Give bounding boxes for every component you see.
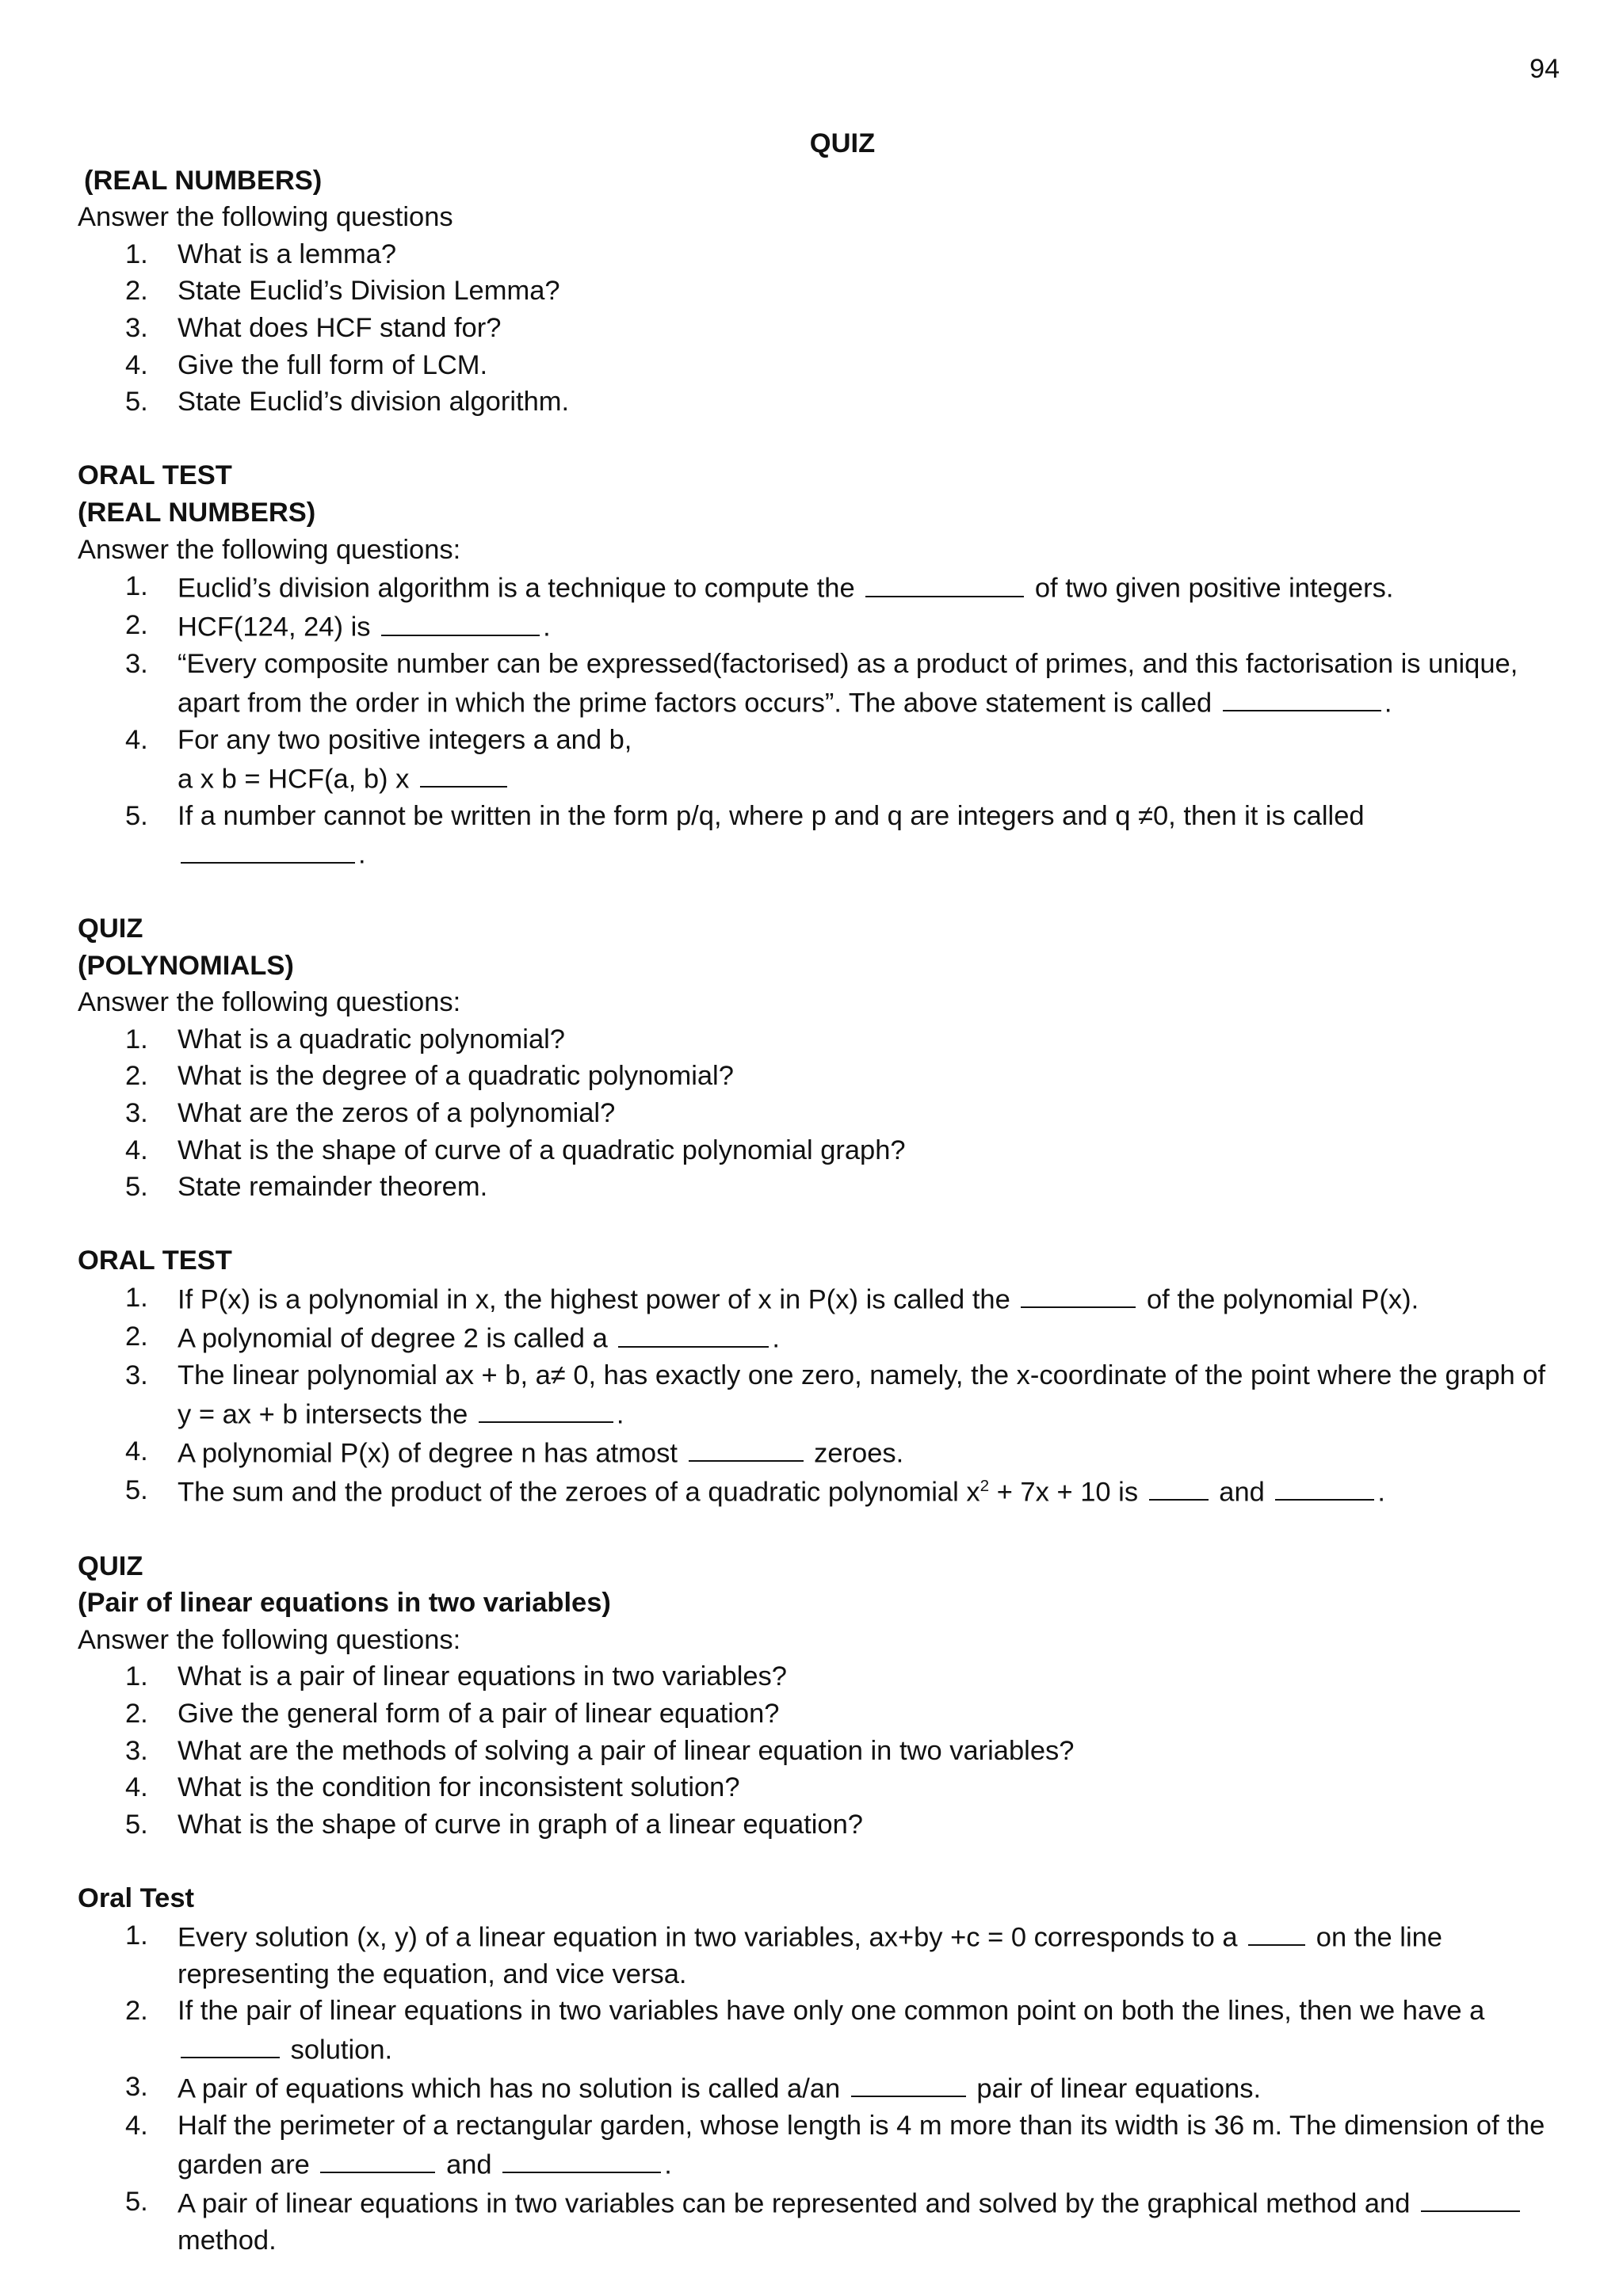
- question-item: 4. Give the full form of LCM.: [125, 349, 488, 380]
- answer-blank: [865, 568, 1024, 597]
- question-item: 1. Every solution (x, y) of a linear equation in two variables, ax+by +c = 0 corresponds to a on the line representing the equation, and vice versa.: [78, 1917, 1560, 1993]
- answer-blank: [618, 1318, 769, 1348]
- question-item: 2. What is the degree of a quadratic polynomial?: [125, 1061, 734, 1092]
- question-item: 4. Half the perimeter of a rectangular garden, whose length is 4 m more than its width is 36 m. The dimension of the garden are and .: [125, 2110, 1545, 2180]
- question-item: 3. What are the methods of solving a pair of linear equation in two variables?: [125, 1735, 1075, 1766]
- question-item: 3. What are the zeros of a polynomial?: [125, 1097, 616, 1128]
- section-subheading: (Pair of linear equations in two variables): [78, 1588, 611, 1619]
- question-item: 5. A pair of linear equations in two variables can be represented and solved by the graphical method and method.: [78, 2183, 1560, 2260]
- question-item: 1. What is a pair of linear equations in two variables?: [125, 1661, 787, 1692]
- section-instructions: Answer the following questions:: [78, 987, 461, 1018]
- question-item: 2. HCF(124, 24) is .: [78, 607, 1560, 646]
- question-item: 1. What is a lemma?: [125, 238, 397, 269]
- section-heading: (REAL NUMBERS): [84, 165, 323, 196]
- answer-blank: [1275, 1472, 1374, 1501]
- answer-blank: [1248, 1917, 1305, 1947]
- section-heading: QUIZ: [78, 1550, 143, 1581]
- question-item: 5. The sum and the product of the zeroes of a quadratic polynomial $x^2 + 7x + 10$ is and .: [78, 1472, 1560, 1511]
- answer-blank: [689, 1433, 804, 1463]
- answer-blank: [1421, 2183, 1520, 2213]
- answer-blank: [181, 834, 355, 864]
- question-list: [78, 1917, 1560, 2260]
- quiz-polynomials: [78, 910, 1560, 1206]
- question-item: 3. A pair of equations which has no solution is called a/an pair of linear equations.: [78, 2069, 1560, 2107]
- section-instructions: Answer the following questions:: [78, 534, 461, 565]
- question-item: 5. What is the shape of curve in graph of a linear equation?: [125, 1809, 863, 1840]
- quiz-real-numbers: [78, 162, 1560, 421]
- question-list: [78, 1280, 1560, 1511]
- question-item: 5. If a number cannot be written in the form p/q, where p and q are integers and q ≠0, then it is called .: [125, 800, 1365, 870]
- answer-blank: [502, 2145, 661, 2174]
- section-heading: Oral Test: [78, 1882, 194, 1913]
- question-item: 3. What does HCF stand for?: [125, 312, 502, 343]
- question-item: 4. For any two positive integers a and b, a x b = HCF(a, b) x: [125, 725, 632, 795]
- question-list: [78, 1658, 1560, 1843]
- superscript: 2: [980, 1476, 990, 1495]
- question-item: 1. Euclid’s division algorithm is a technique to compute the of two given positive integers.: [78, 568, 1560, 607]
- question-item: 5. State Euclid’s division algorithm.: [125, 387, 570, 418]
- page-title: QUIZ: [809, 128, 876, 158]
- question-list: [78, 236, 1560, 421]
- question-item: 2. State Euclid’s Division Lemma?: [125, 276, 560, 307]
- answer-blank: [479, 1394, 613, 1424]
- oral-test-real-numbers: [78, 457, 1560, 873]
- question-item: 3. The linear polynomial ax + b, a≠ 0, has exactly one zero, namely, the x-coordinate of the point where the graph of y = ax + b intersects the .: [125, 1360, 1546, 1430]
- question-list: [78, 568, 1560, 873]
- section-subheading: (REAL NUMBERS): [78, 497, 316, 528]
- oral-test-linear-equations: [78, 1880, 1560, 2259]
- answer-blank: [181, 2030, 280, 2059]
- question-item: 5. State remainder theorem.: [125, 1172, 488, 1203]
- page-number: 94: [1529, 54, 1560, 84]
- section-heading: ORAL TEST: [78, 1245, 232, 1276]
- question-item: 4. What is the condition for inconsistent solution?: [125, 1772, 740, 1803]
- answer-blank: [420, 759, 507, 788]
- section-heading: QUIZ: [78, 913, 143, 944]
- question-item: 1. What is a quadratic polynomial?: [125, 1024, 565, 1055]
- answer-blank: [1021, 1280, 1136, 1309]
- answer-blank: [320, 2145, 435, 2174]
- answer-blank: [851, 2069, 966, 2098]
- oral-test-polynomials: [78, 1242, 1560, 1511]
- question-item: 1. If P(x) is a polynomial in x, the highest power of x in P(x) is called the of the polynomial P(x).: [78, 1280, 1560, 1318]
- section-instructions: Answer the following questions:: [78, 1624, 461, 1655]
- question-item: 2. A polynomial of degree 2 is called a .: [78, 1318, 1560, 1357]
- not-equal-symbol: ≠: [1138, 800, 1153, 831]
- question-item: 2. If the pair of linear equations in two variables have only one common point on both the lines, then we have a solution.: [125, 1996, 1485, 2065]
- section-heading: ORAL TEST: [78, 460, 232, 491]
- quiz-linear-equations: [78, 1548, 1560, 1844]
- document-body: [78, 125, 1560, 2296]
- answer-blank: [1223, 683, 1381, 712]
- section-instructions: Answer the following questions: [78, 202, 453, 233]
- question-item: 3. “Every composite number can be expressed(factorised) as a product of primes, and this factorisation is unique, apart from the order in which the prime factors occurs”. The above statement is called .: [125, 649, 1518, 719]
- question-item: 4. A polynomial P(x) of degree n has atmost zeroes.: [78, 1433, 1560, 1472]
- question-item: 2. Give the general form of a pair of linear equation?: [125, 1698, 780, 1729]
- answer-blank: [1149, 1472, 1209, 1501]
- question-list: [78, 1021, 1560, 1206]
- question-item: 4. What is the shape of curve of a quadratic polynomial graph?: [125, 1135, 906, 1165]
- answer-blank: [381, 607, 540, 636]
- section-subheading: (POLYNOMIALS): [78, 950, 294, 981]
